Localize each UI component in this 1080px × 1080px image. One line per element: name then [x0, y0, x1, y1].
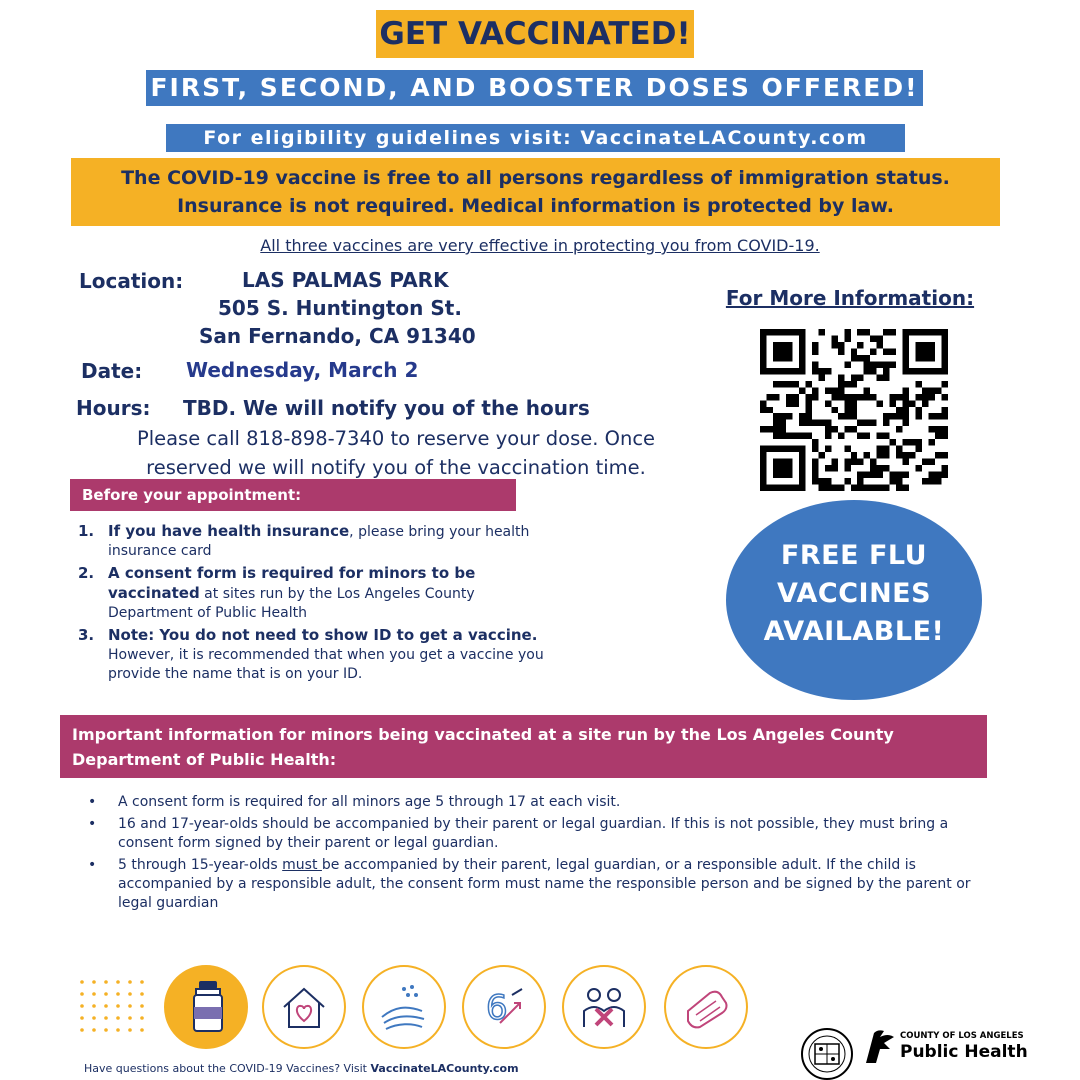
step-rest: , please bring your health insurance card	[108, 524, 530, 559]
vaccine-vial-icon	[164, 965, 248, 1049]
six-feet-distance-icon	[462, 965, 546, 1049]
bullet-text: A consent form is required for all minors age 5 through 17 at each visit.	[118, 794, 621, 810]
step-text	[108, 564, 548, 623]
no-contact-icon	[562, 965, 646, 1049]
home-heart-icon	[262, 965, 346, 1049]
bullet-icon: •	[88, 857, 97, 873]
appointment-steps	[78, 522, 548, 687]
face-mask-icon	[664, 965, 748, 1049]
page-title: GET VACCINATED!	[376, 10, 694, 58]
address-line-2: San Fernando, CA 91340	[199, 324, 476, 348]
reservation-instructions	[90, 424, 702, 482]
free-vaccine-notice	[71, 158, 1000, 226]
decorative-dots-icon	[78, 978, 148, 1034]
footer-question	[84, 1062, 519, 1075]
list-item	[88, 815, 978, 853]
address-line-1: 505 S. Huntington St.	[218, 296, 462, 320]
step-number: 2.	[78, 564, 95, 582]
footer-text: Have questions about the COVID-19 Vaccines? Visit	[84, 1062, 371, 1075]
bullet-icon: •	[88, 794, 97, 810]
qr-code[interactable]	[760, 328, 948, 492]
minors-bullets	[88, 793, 978, 916]
list-item	[88, 856, 978, 913]
hours-value: TBD. We will notify you of the hours	[183, 396, 590, 420]
flu-line-3: AVAILABLE!	[763, 616, 945, 647]
step-number: 1.	[78, 522, 95, 540]
logo-county-text: COUNTY OF LOS ANGELES	[900, 1031, 1024, 1041]
doses-banner: FIRST, SECOND, AND BOOSTER DOSES OFFERED!	[146, 70, 923, 106]
step-rest: However, it is recommended that when you get a vaccine you provide the name that is on your ID.	[108, 647, 544, 682]
step-number: 3.	[78, 626, 95, 644]
list-item	[78, 626, 548, 684]
date-label: Date:	[81, 359, 143, 383]
list-item	[78, 564, 548, 623]
bullet-text: 16 and 17-year-olds should be accompanied by their parent or legal guardian. If this is not possible, they must bring a consent form signed by their parent or legal guardian.	[118, 816, 949, 851]
flu-line-1: FREE FLU	[780, 540, 928, 571]
date-value: Wednesday, March 2	[186, 358, 419, 382]
effectiveness-note: All three vaccines are very effective in protecting you from COVID-19.	[260, 236, 820, 255]
bullet-icon: •	[88, 816, 97, 832]
bullet-text: 5 through 15-year-olds must be accompanied by their parent, legal guardian, or a responsible adult. If the child is accompanied by a responsible adult, the consent form must name the responsible person and be signed by the parent or legal guardian	[118, 857, 971, 911]
list-item	[88, 793, 978, 812]
location-label: Location:	[79, 269, 184, 293]
step-text	[108, 626, 548, 684]
public-health-emblem-icon	[862, 1027, 898, 1067]
public-health-logo	[862, 1027, 1030, 1067]
logo-public-health-text: Public Health	[900, 1042, 1028, 1062]
more-info-heading: For More Information:	[725, 286, 975, 310]
step-bold: A consent form is required for minors to be vaccinated	[108, 564, 476, 602]
call-line-1: Please call 818-898-7340 to reserve your dose. Once	[136, 427, 656, 450]
notice-line-1: The COVID-19 vaccine is free to all persons regardless of immigration status.	[121, 167, 950, 189]
county-seal-icon	[800, 1027, 854, 1080]
eligibility-banner[interactable]: For eligibility guidelines visit: VaccinateLACounty.com	[166, 124, 905, 152]
svg-text:6: 6	[486, 988, 508, 1028]
flu-line-2: VACCINES	[776, 578, 932, 609]
list-item	[78, 522, 548, 561]
hours-label: Hours:	[76, 396, 151, 420]
footer-link[interactable]: VaccinateLACounty.com	[370, 1062, 519, 1075]
before-appointment-heading: Before your appointment:	[70, 479, 516, 511]
call-line-2: reserved we will notify you of the vaccination time.	[146, 456, 646, 479]
free-flu-vaccines-badge	[726, 500, 982, 700]
step-bold: If you have health insurance	[108, 522, 350, 540]
step-bold: Note: You do not need to show ID to get a vaccine.	[108, 626, 538, 644]
minors-info-heading: Important information for minors being vaccinated at a site run by the Los Angeles County Department of Public Health:	[60, 715, 987, 778]
location-name: LAS PALMAS PARK	[242, 268, 449, 292]
notice-line-2: Insurance is not required. Medical information is protected by law.	[177, 195, 894, 217]
step-text	[108, 522, 548, 561]
hand-washing-icon	[362, 965, 446, 1049]
underlined-word: must	[282, 857, 322, 873]
step-rest: at sites run by the Los Angeles County Department of Public Health	[108, 586, 475, 621]
